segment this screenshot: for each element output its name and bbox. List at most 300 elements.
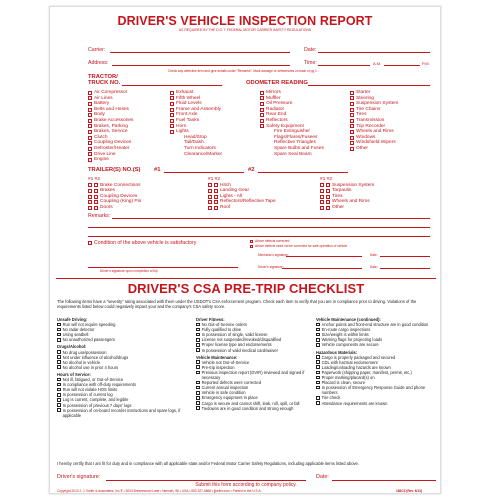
checkbox-box[interactable] xyxy=(88,113,92,117)
checkbox-box[interactable] xyxy=(94,206,98,210)
checklist-item-label: Suspension System xyxy=(356,101,399,107)
checklist-item-label: Suspension System xyxy=(332,182,375,188)
checkbox-box[interactable] xyxy=(170,108,174,112)
checkbox-box[interactable] xyxy=(326,200,330,204)
truck-number-field[interactable] xyxy=(122,85,222,86)
date-2-label: Date: xyxy=(370,253,378,257)
csa-item-label: Size/weight is within limits xyxy=(321,332,369,338)
checkbox-box[interactable] xyxy=(57,383,61,387)
trailer-checklist-item[interactable] xyxy=(88,199,141,205)
checkbox-box[interactable] xyxy=(170,113,174,117)
checkbox-box[interactable] xyxy=(57,398,61,402)
checklist-item-label: Reflectors/Reflective Tape xyxy=(220,199,276,205)
checkbox-box[interactable] xyxy=(316,386,320,390)
checkbox-box[interactable] xyxy=(316,396,320,400)
date-field[interactable] xyxy=(318,52,430,53)
vehicle-items-col-1 xyxy=(88,90,133,163)
csa-item-label: Proper marking/placard(s) on xyxy=(321,375,375,381)
checkbox-box[interactable] xyxy=(320,200,324,204)
checkbox-box[interactable] xyxy=(196,401,200,405)
checklist-item-label: Body xyxy=(94,112,105,118)
checkbox-box[interactable] xyxy=(208,200,212,204)
checklist-item-label: Other xyxy=(356,145,368,151)
checkbox-box[interactable] xyxy=(260,96,264,100)
checkbox-box[interactable] xyxy=(170,124,174,128)
vehicle-items-col-3 xyxy=(260,90,324,157)
checkbox-box[interactable] xyxy=(260,91,264,95)
checkbox-box[interactable] xyxy=(57,408,61,412)
checkbox-box[interactable] xyxy=(88,147,92,151)
csa-item-label: Anchor points and front-end structure are in good condition xyxy=(321,322,429,328)
copyright-footer: Copyright 2013 J. J. Keller & Associates, Inc.® • 3003 Breezewood Lane • Neenah, WI • USA • 800-327-6868 • jjkeller.com • Printed in the U.S.A. xyxy=(57,489,262,493)
checkbox-box[interactable] xyxy=(57,333,61,337)
form-number: 166C3 (Rev. 6/13) xyxy=(396,489,422,493)
checklist-item-label: Safety Equipment xyxy=(266,123,304,129)
csa-item-label: In possession of Emergency Response Guide and phone numbers xyxy=(321,385,426,396)
checkbox-box[interactable] xyxy=(170,91,174,95)
csa-item-label: No drug use/possession xyxy=(62,349,107,355)
trailer-checklist-item[interactable] xyxy=(88,205,141,211)
csa-group-heading: Vehicle Maintenance: xyxy=(196,354,238,360)
csa-item-label: Tire check xyxy=(321,395,341,401)
checkbox-box[interactable] xyxy=(316,323,320,327)
checkbox-box[interactable] xyxy=(88,152,92,156)
trailer-checklist-item[interactable] xyxy=(320,205,374,211)
date-2-field[interactable] xyxy=(380,256,430,257)
checkbox-box[interactable] xyxy=(88,119,92,123)
csa-group-heading: Unsafe Driving: xyxy=(57,317,88,322)
checkbox-box[interactable] xyxy=(316,360,320,364)
checkbox-box[interactable] xyxy=(326,206,330,210)
checklist-item-label: Exhaust xyxy=(176,90,194,95)
tractor-label: TRACTOR/ xyxy=(88,74,118,80)
checklist-item-label: Lights - All xyxy=(220,193,243,199)
checklist-item-label: Starter xyxy=(356,90,371,95)
csa-checklist-item[interactable] xyxy=(316,385,440,395)
checkbox-box[interactable] xyxy=(88,158,92,162)
checkbox-box[interactable] xyxy=(170,119,174,123)
time-field-2[interactable] xyxy=(384,65,420,66)
defects-corrected-label: Above defects corrected xyxy=(255,239,290,243)
trailer-column-header: #1 #2 xyxy=(320,177,333,182)
csa-item-label: Attendance requirements are known xyxy=(321,400,388,406)
checklist-item-label: Brake Connections xyxy=(100,182,141,188)
submit-note: Submit this form according to company policy. xyxy=(195,482,297,488)
csa-checklist-item[interactable] xyxy=(57,365,187,370)
checklist-item-label: Tarpaulin xyxy=(332,188,352,194)
checklist-item-label: Brake Accessories xyxy=(94,117,134,123)
trailer-column-header: #1 #2 xyxy=(208,177,221,182)
csa-checklist-item[interactable] xyxy=(316,401,440,406)
checkbox-box[interactable] xyxy=(316,371,320,375)
checkbox-box[interactable] xyxy=(260,108,264,112)
condition-satisfactory-checkbox[interactable] xyxy=(88,240,196,246)
checkbox-box[interactable] xyxy=(196,343,200,347)
date-3-label: Date: xyxy=(370,265,378,269)
checklist-subitem-label: Flags/Flares/Fusees xyxy=(274,134,318,140)
checklist-item-label: Wheels and Rims xyxy=(356,129,394,135)
csa-item-label: No radar detector xyxy=(62,327,95,333)
checkbox-box[interactable] xyxy=(214,183,218,187)
csa-item-label: License not suspended/revoked/disqualified xyxy=(201,337,282,343)
checklist-item-label: Wheels and Rims xyxy=(332,199,370,205)
checkbox-box[interactable] xyxy=(196,328,200,332)
checkbox-box[interactable] xyxy=(170,96,174,100)
checklist-item-label: Clutch xyxy=(94,134,108,140)
checkbox-box[interactable] xyxy=(214,200,218,204)
remarks-field[interactable] xyxy=(112,218,430,219)
checklist-item-label: Windows xyxy=(356,134,376,140)
checkbox-box[interactable] xyxy=(88,206,92,210)
checkbox-box[interactable] xyxy=(88,195,92,199)
csa-item-label: In possession of on-board recorder instructions and spare logs, if applicable xyxy=(62,407,181,418)
checklist-item-label: Engine xyxy=(94,157,109,163)
checklist-item-label: Battery xyxy=(94,101,110,107)
checkbox-box[interactable] xyxy=(196,381,200,385)
checkbox-box[interactable] xyxy=(170,102,174,106)
checklist-item-label: Brakes xyxy=(100,188,115,194)
checkbox-box[interactable] xyxy=(316,338,320,342)
defects-not-corrected-label: Above defects need not be corrected for safe operation of vehicle xyxy=(255,244,348,248)
checklist-item-label: Trip Recorder xyxy=(356,123,386,129)
checkbox-box[interactable] xyxy=(214,195,218,199)
checklist-item-label: Tires xyxy=(356,112,367,118)
csa-group-heading: Hazardous Materials: xyxy=(316,349,358,355)
checklist-item-label: Steering xyxy=(356,95,374,101)
checkbox-box[interactable] xyxy=(326,189,330,193)
checkbox-box[interactable] xyxy=(170,130,174,134)
checklist-item-label: Fluid Levels xyxy=(176,101,202,107)
csa-item-label: In possession of valid medical card/waiver xyxy=(201,347,279,353)
csa-item-label: No unauthorized passengers xyxy=(62,337,115,343)
mechanic-signature-field[interactable] xyxy=(286,256,362,257)
checklist-item-label: Brakes, Service xyxy=(94,129,128,135)
checkbox-box[interactable] xyxy=(88,189,92,193)
checklist-item-label: Hitch xyxy=(220,182,231,188)
checkbox-box[interactable] xyxy=(57,403,61,407)
remarks-label: Remarks: xyxy=(88,213,111,219)
csa-date-label: Date: xyxy=(316,474,329,480)
address-field[interactable] xyxy=(112,65,290,66)
driver-signature-field[interactable] xyxy=(282,268,362,269)
csa-checklist-item[interactable] xyxy=(196,370,316,380)
csa-checklist-item[interactable] xyxy=(57,408,187,418)
remarks-field-3[interactable] xyxy=(88,236,430,237)
checkbox-box[interactable] xyxy=(196,348,200,352)
checkbox-box[interactable] xyxy=(320,206,324,210)
checkbox-box[interactable] xyxy=(316,333,320,337)
checklist-item-label: Fifth Wheel xyxy=(176,95,201,101)
csa-item-label: Not ill, fatigued, or Out-of-Service xyxy=(62,377,124,383)
checkbox-box[interactable] xyxy=(326,195,330,199)
section-divider xyxy=(56,278,436,279)
checklist-item-label: Windshield Wipers xyxy=(356,140,396,146)
checklist-item-label: Drive Line xyxy=(94,151,116,157)
checkbox-box[interactable] xyxy=(88,96,92,100)
csa-checklist-item[interactable] xyxy=(316,342,440,347)
csa-item-label: Warning flags for projecting loads xyxy=(321,337,383,343)
checkbox-box[interactable] xyxy=(350,119,354,123)
checkbox-box[interactable] xyxy=(196,360,200,364)
checkbox-box[interactable] xyxy=(350,102,354,106)
csa-item-label: Emergency equipment in place xyxy=(201,395,258,401)
checkbox-box[interactable] xyxy=(196,338,200,342)
trailer-1-label: #1 xyxy=(154,167,161,173)
carrier-field[interactable] xyxy=(110,52,290,53)
checklist-subitem-label: Spare Seal Beam xyxy=(274,151,312,157)
checkbox-box[interactable] xyxy=(88,136,92,140)
checkbox-box[interactable] xyxy=(88,183,92,187)
csa-item-label: In possession of single, valid license xyxy=(201,332,268,338)
checkbox-box[interactable] xyxy=(88,124,92,128)
driver-signature-prior-field[interactable] xyxy=(88,267,238,268)
trailer-items-col-3 xyxy=(320,177,374,211)
checkbox-box[interactable] xyxy=(326,183,330,187)
csa-item-label: Paperwork (shipping paper, manifest, permit, etc.) xyxy=(321,369,412,375)
checkbox-box[interactable] xyxy=(196,386,200,390)
checkbox-box[interactable] xyxy=(196,396,200,400)
checkbox-box[interactable] xyxy=(316,365,320,369)
vehicle-items-col-4 xyxy=(350,90,398,152)
checkbox-box[interactable] xyxy=(94,195,98,199)
csa-item-label: Pre-trip inspection xyxy=(201,364,235,370)
checklist-item-label: Reflectors xyxy=(266,117,288,123)
checkbox-box[interactable] xyxy=(350,108,354,112)
checkbox-box[interactable] xyxy=(214,206,218,210)
checklist-item-label: Air Compressor xyxy=(94,90,128,95)
carrier-label: Carrier: xyxy=(88,47,106,53)
checkbox-box[interactable] xyxy=(316,328,320,332)
csa-checklist-item[interactable] xyxy=(196,406,316,411)
checklist-item-label: Coupling Devices xyxy=(100,193,138,199)
csa-item-label: Vehicle in safe condition xyxy=(201,390,246,396)
time-label: Time: xyxy=(304,60,317,66)
checkbox-box[interactable] xyxy=(208,189,212,193)
checkbox-box[interactable] xyxy=(94,183,98,187)
csa-item-label: Reported defects were corrected xyxy=(201,380,261,386)
checkbox-box[interactable] xyxy=(250,245,253,248)
checklist-item-label: Coupling Devices xyxy=(94,140,132,146)
checklist-item-label: Frame and Assembly xyxy=(176,106,222,112)
csa-item-label: Vehicle not Out-of-Service xyxy=(201,359,250,365)
checkbox-box[interactable] xyxy=(208,195,212,199)
csa-item-label: Run will not violate HOS limits xyxy=(62,387,118,393)
condition-label: Condition of the above vehicle is satisfactory xyxy=(94,240,197,246)
csa-group-heading: Hours of Service: xyxy=(57,371,91,377)
csa-item-label: Run will not require speeding xyxy=(62,322,116,328)
checkbox-box[interactable] xyxy=(320,195,324,199)
checkbox-box[interactable] xyxy=(88,200,92,204)
checkbox-box[interactable] xyxy=(88,141,92,145)
checkbox-box[interactable] xyxy=(88,241,92,245)
csa-group-heading: Driver Fitness: xyxy=(196,317,225,322)
dvir-subtitle: AS REQUIRED BY THE D.O.T. FEDERAL MOTOR CARRIER SAFETY REGULATIONS xyxy=(178,28,312,32)
checkbox-box[interactable] xyxy=(88,130,92,134)
checkbox-box[interactable] xyxy=(208,206,212,210)
checkbox-box[interactable] xyxy=(196,371,200,375)
csa-title: DRIVER'S CSA PRE-TRIP CHECKLIST xyxy=(127,281,365,296)
driver-signature-prior-label: Driver's signature upon completion of trip xyxy=(100,269,158,273)
checkbox-box[interactable] xyxy=(57,378,61,382)
trailers-label: TRAILER(S) NO.(S) xyxy=(88,167,141,173)
csa-checklist-item[interactable] xyxy=(196,348,316,353)
checkbox-box[interactable] xyxy=(260,124,264,128)
trailer-2-field[interactable] xyxy=(258,172,348,173)
checkbox-box[interactable] xyxy=(350,113,354,117)
checklist-item-label: Radiator xyxy=(266,106,285,112)
csa-item-label: CDL with hazmat endorsement xyxy=(321,359,378,365)
vehicle-items-col-2 xyxy=(170,90,222,157)
trailer-checklist-item[interactable] xyxy=(320,199,374,205)
checkbox-box[interactable] xyxy=(260,113,264,117)
checkbox-box[interactable] xyxy=(57,393,61,397)
csa-item-label: Current annual inspection xyxy=(201,385,249,391)
csa-col-1 xyxy=(57,315,187,418)
checkbox-box[interactable] xyxy=(350,147,354,151)
trailer-checklist-item[interactable] xyxy=(208,205,276,211)
csa-item-label: No alcohol in vehicle xyxy=(62,359,101,365)
inspection-form-sheet xyxy=(49,6,441,494)
csa-item-label: En-route cargo inspections xyxy=(321,327,371,333)
date-label: Date: xyxy=(304,47,317,53)
checkbox-box[interactable] xyxy=(57,355,61,359)
defects-not-corrected-checkbox[interactable] xyxy=(250,244,347,248)
checkbox-box[interactable] xyxy=(250,240,253,243)
checklist-item[interactable] xyxy=(88,157,133,163)
checkbox-box[interactable] xyxy=(196,365,200,369)
checkbox-box[interactable] xyxy=(350,136,354,140)
csa-item-label: No alcohol use in prior 4 hours xyxy=(62,364,119,370)
csa-driver-signature-label: Driver's signature: xyxy=(57,474,101,480)
checklist-item-label: Air Lines xyxy=(94,95,113,101)
checkbox-box[interactable] xyxy=(88,91,92,95)
csa-item-label: Cargo is secure and cannot shift, leak, roll, spill, or fall xyxy=(201,400,300,406)
checklist-item-label: Horn xyxy=(176,123,187,129)
checkbox-box[interactable] xyxy=(208,183,212,187)
checkbox-box[interactable] xyxy=(316,401,320,405)
checkbox-box[interactable] xyxy=(57,360,61,364)
checkbox-box[interactable] xyxy=(260,119,264,123)
checkbox-box[interactable] xyxy=(350,130,354,134)
checkbox-box[interactable] xyxy=(88,102,92,106)
mechanic-signature-label: Mechanic's signature: xyxy=(258,253,289,257)
checklist-item-label: Landing Gear xyxy=(220,188,250,194)
checkbox-box[interactable] xyxy=(57,338,61,342)
driver-signature-label: Driver's signature: xyxy=(258,265,284,269)
checklist-item-label: Other xyxy=(332,204,344,210)
checkbox-box[interactable] xyxy=(57,323,61,327)
checkbox-box[interactable] xyxy=(316,376,320,380)
csa-item-label: Tiedowns are in good condition and strong enough xyxy=(201,405,294,411)
csa-item-label: Loading/unloading hazards are known xyxy=(321,364,391,370)
checklist-item-label: Muffler xyxy=(266,95,281,101)
checkbox-box[interactable] xyxy=(350,96,354,100)
checklist-item-label: Defroster/Heater xyxy=(94,145,130,151)
trailer-1-field[interactable] xyxy=(164,172,244,173)
checkbox-box[interactable] xyxy=(320,183,324,187)
defects-corrected-checkbox[interactable] xyxy=(250,239,289,243)
remarks-field-2[interactable] xyxy=(88,227,430,228)
checklist-item-label: Front Axle xyxy=(176,112,198,118)
checkbox-box[interactable] xyxy=(214,189,218,193)
trailer-column-header: #1 #2 xyxy=(88,177,101,182)
time-field[interactable] xyxy=(318,65,370,66)
checklist-subitem-label: Reflective Triangles xyxy=(274,140,316,146)
checklist-item-label: Rear End xyxy=(266,112,287,118)
checkbox-box[interactable] xyxy=(57,328,61,332)
checklist-subitem-label: Spare Bulbs and Fuses xyxy=(274,145,324,151)
checklist-subitem-label: Clearance/Marker xyxy=(184,151,223,157)
date-3-field[interactable] xyxy=(380,268,430,269)
checklist-subitem-label: Tail/Dash xyxy=(184,140,204,146)
csa-item-label: No Out-of-Service orders xyxy=(201,322,248,328)
trailer-items-col-1 xyxy=(88,177,141,211)
checklist-subitem-label: Turn Indicators xyxy=(184,145,216,151)
checklist-item-label: Fuel Tanks xyxy=(176,117,200,123)
dvir-title: DRIVER'S VEHICLE INSPECTION REPORT xyxy=(117,14,373,28)
csa-col-2 xyxy=(196,315,316,411)
checkbox-box[interactable] xyxy=(196,406,200,410)
checkbox-box[interactable] xyxy=(316,381,320,385)
trailer-items-col-2 xyxy=(208,177,276,211)
csa-item-label: Vehicle components are secure xyxy=(321,342,379,348)
checkbox-box[interactable] xyxy=(350,141,354,145)
checklist-item-label: Tires xyxy=(332,193,343,199)
csa-driver-signature-field[interactable] xyxy=(106,480,306,481)
checkbox-box[interactable] xyxy=(57,365,61,369)
csa-item-label: Not under influence of alcohol/drugs xyxy=(62,354,129,360)
csa-item-label: Fully qualified to drive xyxy=(201,327,242,333)
odometer-field[interactable] xyxy=(308,85,430,86)
csa-item-label: Cargo is properly packaged and secured xyxy=(321,354,396,360)
checklist-item-label: Doors xyxy=(100,204,113,210)
csa-col-3 xyxy=(316,315,440,406)
certify-text: I hereby certify that I am fit for duty and in compliance with all applicable state and/or Federal Motor Carrier Safety Regulations, including applicable items listed above. xyxy=(57,461,359,466)
am-label: A.M. xyxy=(373,61,382,66)
checkbox-box[interactable] xyxy=(350,124,354,128)
checkbox-box[interactable] xyxy=(320,189,324,193)
checklist-item-label: Transmission xyxy=(356,117,385,123)
checkbox-box[interactable] xyxy=(260,102,264,106)
csa-item-label: In possession of current log xyxy=(62,392,113,398)
checklist-item-label: Mirrors xyxy=(266,90,281,95)
csa-checklist-item[interactable] xyxy=(57,337,187,342)
csa-item-label: Proper license type and endorsements xyxy=(201,342,272,348)
checkbox-box[interactable] xyxy=(57,388,61,392)
checklist-item-label: Lights xyxy=(176,129,189,135)
csa-item-label: Using seatbelt xyxy=(62,332,89,338)
csa-date-field[interactable] xyxy=(332,480,436,481)
checklist-item-label: Belts and Hoses xyxy=(94,106,129,112)
checkbox-box[interactable] xyxy=(196,333,200,337)
checklist-item-label: Roof xyxy=(220,204,231,210)
checkbox-box[interactable] xyxy=(57,350,61,354)
csa-item-label: Log is current, complete, and legible xyxy=(62,397,129,403)
csa-item-label: Previous inspection report (DVIR) reviewed and signed if necessary xyxy=(201,369,305,381)
check-note: Check any defective item and give details under "Remarks". Mark damage or deficiencies on back of pg 1 - xyxy=(168,69,319,73)
checkbox-box[interactable] xyxy=(88,108,92,112)
csa-group-heading: Vehicle Maintenance (continued): xyxy=(316,317,381,322)
checkbox-box[interactable] xyxy=(316,343,320,347)
checklist-item[interactable] xyxy=(350,146,398,152)
checkbox-box[interactable] xyxy=(196,391,200,395)
checkbox-box[interactable] xyxy=(94,189,98,193)
checkbox-box[interactable] xyxy=(350,91,354,95)
checkbox-box[interactable] xyxy=(316,355,320,359)
checkbox-box[interactable] xyxy=(196,323,200,327)
checkbox-box[interactable] xyxy=(94,200,98,204)
checklist-item-label: Tire Chains xyxy=(356,106,381,112)
